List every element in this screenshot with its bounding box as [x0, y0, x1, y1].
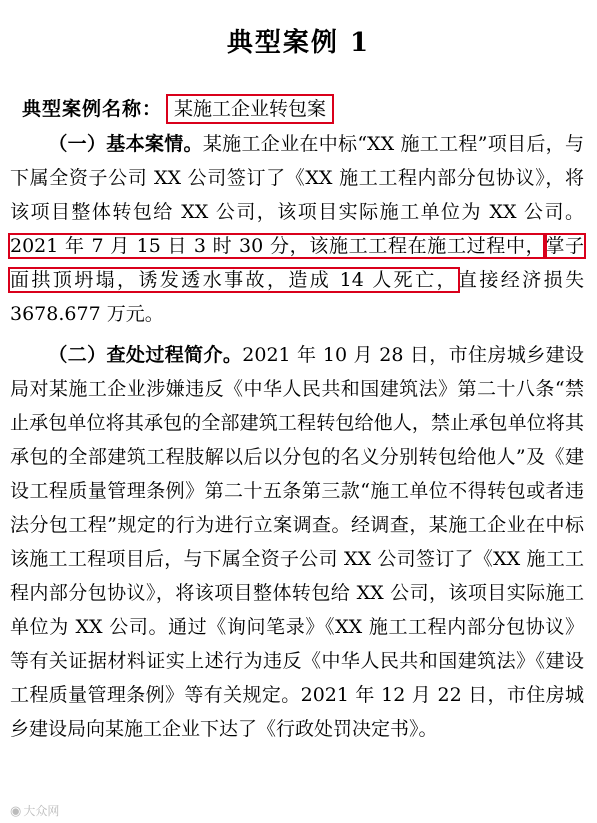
- case-name-value: 某施工企业转包案: [166, 94, 334, 124]
- highlighted-date-text: 2021 年 7 月 15 日 3 时 30 分，该施工工程在施工过程中，: [10, 235, 546, 257]
- case-name-row: [22, 94, 334, 124]
- investigation-text: 2021 年 10 月 28 日，市住房城乡建设局对某施工企业涉嫌违反《中华人民共和国建筑法》第二十八条“禁止承包单位将其承包的全部建筑工程转包给他人，禁止承包单位将其承包的全部建筑工程肢解以后以分包的名义分别转包给他人”及《建设工程质量管理条例》第二十五条第三款“施工单位不得转包或者违法分包工程”规定的行为进行立案调查。经调查，某施工企业在中标该施工工程项目后，与下属全资子公司 XX 公司签订了《XX 施工工程内部分包协议》，将该项目整体转包给 XX 公司，该项目实际施工单位为 XX 公司。通过《询问笔录》《XX 施工工程内部分包协议》等有关证据材料证实上述行为违反《中华人民共和国建筑法》《建设工程质量管理条例》等有关规定。2021 年 12 月 22 日，市住房城乡建设局向某施工企业下达了《行政处罚决定书》。: [10, 344, 584, 740]
- basic-facts-heading: （一）基本案情。: [48, 133, 203, 155]
- document-title: 典型案例 1: [226, 28, 371, 58]
- watermark: [10, 802, 59, 819]
- weibo-icon: ◉: [10, 804, 22, 819]
- investigation-paragraph: [10, 338, 584, 746]
- basic-facts-text-a: 某施工企业在中标“XX 施工工程”项目后，与下属全资子公司 XX 公司签订了《XX 施工工程内部分包协议》，将该项目整体转包给 XX 公司，该项目实际施工单位为 XX 公司。: [10, 133, 584, 223]
- basic-facts-text-b: 直接经济损失 3678.677 万元。: [10, 269, 584, 325]
- case-name-label: 典型案例名称：: [22, 98, 163, 120]
- highlighted-casualty-text: 掌子面拱顶坍塌，诱发透水事故，造成 14 人死亡，: [10, 235, 584, 291]
- investigation-heading: （二）查处过程简介。: [48, 344, 243, 366]
- basic-facts-paragraph: [10, 127, 584, 331]
- watermark-text: 大众网: [23, 804, 60, 818]
